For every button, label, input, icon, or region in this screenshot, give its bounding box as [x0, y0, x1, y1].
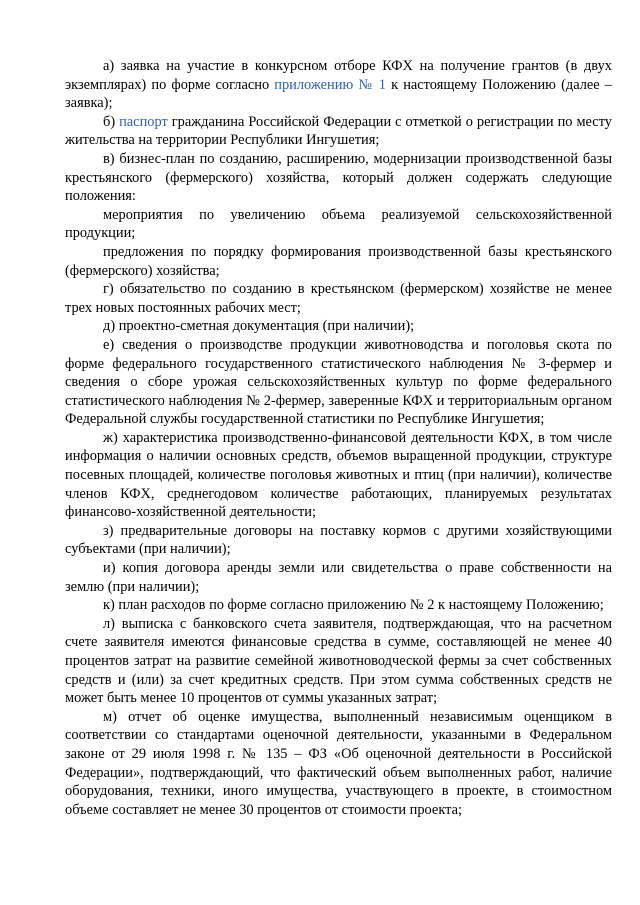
paragraph-b — [65, 113, 612, 150]
paragraph-v-item-2: предложения по порядку формирования производственной базы крестьянского (фермерского) хозяйства; — [65, 243, 612, 279]
paragraph-i: и) копия договора аренды земли или свидетельства о праве собственности на землю (при наличии); — [65, 560, 612, 595]
paragraph-v: в) бизнес-план по созданию, расширению, модернизации производственной базы крестьянского (фермерского) хозяйства, который должен содержать следующие положения: — [65, 150, 612, 205]
paragraph-a-text-end: к настоящему Положению (далее – заявка); — [65, 76, 612, 112]
paragraph-g: г) обязательство по созданию в крестьянском (фермерском) хозяйстве не менее трех новых постоянных рабочих мест; — [65, 281, 612, 316]
appendix-1-link[interactable]: приложению № 1 — [274, 76, 386, 93]
paragraph-z: з) предварительные договоры на поставку кормов с другими хозяйствующими субъектами (при наличии); — [65, 522, 612, 558]
paragraph-l: л) выписка с банковского счета заявителя, подтверждающая, что на расчетном счете заявителя имеются финансовые средства в сумме, составляющей не менее 40 процентов затрат на развитие семейной животноводческой фермы за счет собственных средств и (или) за счет кредитных средств. При этом сумма собственных средств не может быть менее 10 процентов от суммы указанных затрат; — [65, 615, 612, 707]
paragraph-v-item-1: мероприятия по увеличению объема реализуемой сельскохозяйственной продукции; — [65, 206, 612, 242]
paragraph-b-text-end: гражданина Российской Федерации с отметкой о регистрации по месту жительства на территории Республики Ингушетия; — [65, 113, 612, 149]
paragraph-k: к) план расходов по форме согласно приложению № 2 к настоящему Положению; — [103, 597, 604, 614]
passport-link[interactable]: паспорт — [119, 113, 168, 130]
paragraph-e: е) сведения о производстве продукции животноводства и поголовья скота по форме федерального государственного статистического наблюдения № 3-фермер и сведения о сборе урожая сельскохозяйственных культур по форме федерального статистического наблюдения № 2-фермер, заверенные КФХ и территориальным органом Федеральной службы государственной статистики по Республике Ингушетия; — [65, 336, 612, 428]
paragraph-zh: ж) характеристика производственно-финансовой деятельности КФХ, в том числе информация о наличии основных средств, объемов выращенной продукции, структуре посевных площадей, количестве поголовья животных и птиц (при наличии), количестве членов КФХ, среднегодовом количестве работающих, планируемых результатах финансово-хозяйственной деятельности; — [65, 429, 612, 521]
paragraph-a — [65, 57, 612, 113]
paragraph-m: м) отчет об оценке имущества, выполненный независимым оценщиком в соответствии со стандартами оценочной деятельности, указанными в Федеральном законе от 29 июля 1998 г. № 135 – ФЗ «Об оценочной деятельности в Российской Федерации», подтверждающий, что фактический объем выполненных работ, наличие оборудования, техники, иного имущества, участвующего в проекте, в стоимостном объеме составляет не менее 30 процентов от стоимости проекта; — [65, 708, 612, 818]
paragraph-a-text-start: а) заявка на участие в конкурсном отборе КФХ на получение грантов (в двух экземплярах) по форме согласно — [65, 58, 612, 93]
paragraph-b-text-start: б) — [103, 113, 120, 130]
paragraph-d: д) проектно-сметная документация (при наличии); — [103, 318, 415, 335]
